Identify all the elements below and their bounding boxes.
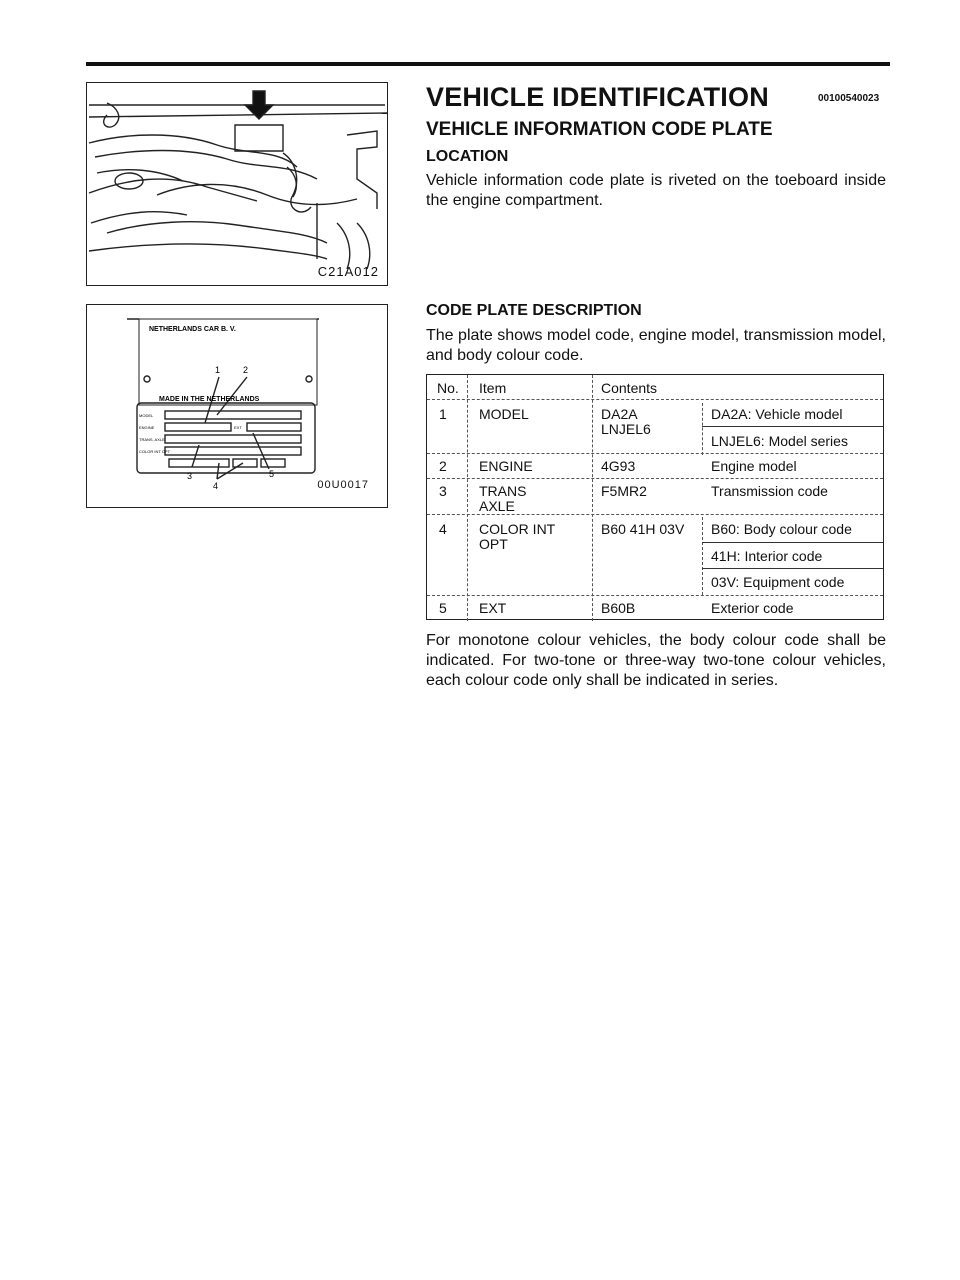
figure-code: 00U0017 xyxy=(317,479,369,491)
row-code: LNJEL6 xyxy=(601,421,651,437)
row-item: EXT xyxy=(479,600,507,616)
row-note: Engine model xyxy=(711,458,797,474)
row-divider xyxy=(427,478,883,479)
row-no: 4 xyxy=(439,521,447,537)
row-code: 4G93 xyxy=(601,458,636,474)
callout-3: 3 xyxy=(187,471,193,481)
row-note: 41H: Interior code xyxy=(711,548,823,564)
row-code: B60B xyxy=(601,600,636,616)
row-divider xyxy=(427,514,883,515)
row-item: TRANS xyxy=(479,483,527,499)
row-note: Transmission code xyxy=(711,483,828,499)
plate-label-ext: EXT xyxy=(234,425,242,430)
engine-bay-drawing xyxy=(87,83,387,285)
col-divider xyxy=(702,517,703,595)
location-text: Vehicle information code plate is riveted on the toeboard inside the engine compartment. xyxy=(426,172,886,209)
plate-label-color: COLOR INT OPT xyxy=(139,449,171,454)
plate-made-in: MADE IN THE NETHERLANDS xyxy=(159,396,260,403)
header-item: Item xyxy=(479,380,507,396)
col-divider xyxy=(467,375,468,621)
row-code: F5MR2 xyxy=(601,483,647,499)
row-divider xyxy=(427,595,883,596)
footnote-text: For monotone colour vehicles, the body colour code shall be indicated. For two-tone or three-way two-tone colour vehicles, each colour code only shall be indicated in series. xyxy=(426,632,886,689)
description-heading: CODE PLATE DESCRIPTION xyxy=(426,302,642,319)
callout-4: 4 xyxy=(213,481,219,491)
row-note: DA2A: Vehicle model xyxy=(711,406,843,422)
row-item: MODEL xyxy=(479,406,529,422)
code-plate-drawing xyxy=(87,305,387,507)
row-note: B60: Body colour code xyxy=(711,521,852,537)
plate-label-engine: ENGINE xyxy=(139,425,155,430)
col-divider xyxy=(592,375,593,621)
description-text: The plate shows model code, engine model, transmission model, and body colour code. xyxy=(426,327,886,364)
plate-label-model: MODEL xyxy=(139,413,154,418)
page-title: VEHICLE IDENTIFICATION xyxy=(426,82,769,112)
row-code: DA2A xyxy=(601,406,638,422)
callout-5: 5 xyxy=(269,469,275,479)
row-item: ENGINE xyxy=(479,458,533,474)
row-note: Exterior code xyxy=(711,600,794,616)
top-rule xyxy=(86,62,890,66)
header-no: No. xyxy=(437,380,459,396)
code-plate-table xyxy=(426,374,884,620)
row-divider xyxy=(702,568,883,569)
document-code: 00100540023 xyxy=(818,93,880,104)
row-note: 03V: Equipment code xyxy=(711,574,845,590)
callout-2: 2 xyxy=(243,365,249,375)
row-divider xyxy=(427,399,883,400)
row-code: B60 41H 03V xyxy=(601,521,685,537)
row-divider xyxy=(427,453,883,454)
row-divider xyxy=(702,426,883,427)
location-heading: LOCATION xyxy=(426,148,509,165)
row-no: 1 xyxy=(439,406,447,422)
engine-bay-figure xyxy=(86,82,388,286)
row-item: AXLE xyxy=(479,498,515,514)
row-item: OPT xyxy=(479,536,508,552)
row-note: LNJEL6: Model series xyxy=(711,433,848,449)
col-divider xyxy=(702,403,703,455)
code-plate-figure xyxy=(86,304,388,508)
row-no: 3 xyxy=(439,483,447,499)
section-heading: VEHICLE INFORMATION CODE PLATE xyxy=(426,119,773,140)
header-contents: Contents xyxy=(601,380,658,396)
row-no: 5 xyxy=(439,600,447,616)
row-divider xyxy=(702,542,883,543)
figure-code: C21A012 xyxy=(317,264,379,279)
callout-1: 1 xyxy=(215,365,221,375)
row-item: COLOR INT xyxy=(479,521,556,537)
plate-label-trans-axle: TRANS, AXLE xyxy=(139,437,165,442)
plate-maker: NETHERLANDS CAR B. V. xyxy=(149,326,236,333)
row-no: 2 xyxy=(439,458,447,474)
